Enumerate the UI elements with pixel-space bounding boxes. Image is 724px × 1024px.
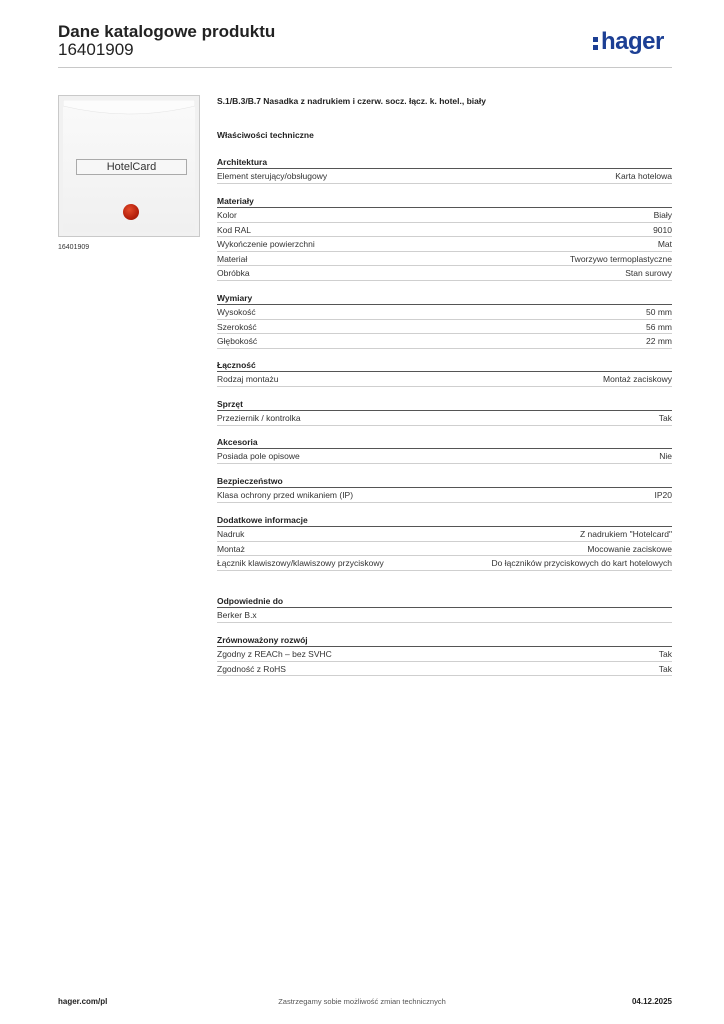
- spec-value: 22 mm: [646, 336, 672, 346]
- hager-logo: [593, 28, 664, 56]
- spec-row: [217, 662, 672, 677]
- spec-row: [217, 305, 672, 320]
- spec-value: Biały: [653, 210, 672, 220]
- spec-label: Łącznik klawiszowy/klawiszowy przyciskowy: [217, 558, 384, 568]
- spec-section: [217, 292, 672, 349]
- spec-value: Tworzywo termoplastyczne: [569, 253, 672, 264]
- spec-label: Kod RAL: [217, 224, 252, 235]
- section-title: Wymiary: [217, 292, 672, 305]
- section-title: Architektura: [217, 156, 672, 169]
- spec-label: Obróbka: [217, 268, 250, 278]
- spec-label: Posiada pole opisowe: [217, 451, 300, 461]
- spec-section: [217, 475, 672, 503]
- spec-row: [217, 208, 672, 223]
- spec-row: [217, 252, 672, 267]
- spec-section: [217, 436, 672, 464]
- spec-label: Materiał: [217, 253, 248, 264]
- product-name: S.1/B.3/B.7 Nasadka z nadrukiem i czerw. socz. łącz. k. hotel., biały: [217, 96, 486, 106]
- spec-label: Rodzaj montażu: [217, 374, 279, 384]
- spec-section: [217, 359, 672, 387]
- spec-section: [217, 156, 672, 184]
- spec-row: [217, 411, 672, 426]
- spec-row: [217, 266, 672, 281]
- spec-section: [217, 514, 672, 571]
- spec-value: Z nadrukiem "Hotelcard": [579, 529, 672, 539]
- section-title: Materiały: [217, 195, 672, 208]
- spec-row: [217, 372, 672, 387]
- spec-row: [217, 647, 672, 662]
- spec-value: Montaż zaciskowy: [603, 374, 672, 384]
- spec-value: Tak: [658, 413, 672, 423]
- spec-value: Tak: [658, 649, 672, 659]
- spec-row: [217, 169, 672, 184]
- spec-label: Berker B.x: [217, 610, 257, 620]
- spec-value: Tak: [658, 663, 672, 674]
- spec-row: [217, 608, 672, 623]
- spec-value: Nie: [659, 451, 672, 461]
- spec-label: Zgodność z RoHS: [217, 663, 286, 674]
- plate-label: HotelCard: [76, 159, 187, 175]
- spec-value: IP20: [654, 490, 672, 500]
- spec-label: Zgodny z REACh – bez SVHC: [217, 649, 332, 659]
- spec-row: [217, 334, 672, 349]
- logo-text: hager: [601, 28, 664, 55]
- footer-notice: Zastrzegamy sobie możliwość zmian technicznych: [278, 997, 446, 1006]
- spec-label: Głębokość: [217, 336, 258, 346]
- plate-arc-icon: [63, 100, 195, 120]
- section-title: Dodatkowe informacje: [217, 514, 672, 527]
- header-divider: [58, 67, 672, 68]
- properties-title: Właściwości techniczne: [217, 130, 314, 140]
- spec-row: [217, 527, 672, 542]
- section-title: Łączność: [217, 359, 672, 372]
- spec-label: Element sterujący/obsługowy: [217, 171, 328, 181]
- spec-value: 9010: [653, 224, 672, 235]
- spec-label: Nadruk: [217, 529, 245, 539]
- spec-row: [217, 542, 672, 557]
- section-title: Bezpieczeństwo: [217, 475, 672, 488]
- spec-value: Karta hotelowa: [615, 171, 672, 181]
- logo-dots-icon: [593, 37, 600, 50]
- spec-label: Wykończenie powierzchni: [217, 239, 315, 249]
- spec-label: Klasa ochrony przed wnikaniem (IP): [217, 490, 354, 500]
- spec-row: [217, 237, 672, 252]
- document-title: Dane katalogowe produktu: [58, 22, 276, 41]
- spec-label: Szerokość: [217, 321, 257, 332]
- spec-value: Mat: [657, 239, 672, 249]
- spec-row: [217, 320, 672, 335]
- footer-date: 04.12.2025: [631, 997, 672, 1006]
- spec-value: Mocowanie zaciskowe: [587, 543, 672, 554]
- spec-value: 56 mm: [646, 321, 672, 332]
- spec-label: Przeziernik / kontrolka: [217, 413, 301, 423]
- section-title: Zrównoważony rozwój: [217, 634, 672, 647]
- footer-website[interactable]: hager.com/pl: [58, 997, 108, 1006]
- spec-label: Montaż: [217, 543, 245, 554]
- section-title: Sprzęt: [217, 398, 672, 411]
- spec-section: [217, 398, 672, 426]
- spec-value: Stan surowy: [625, 268, 672, 278]
- section-title: Odpowiednie do: [217, 595, 672, 608]
- spec-value: Do łączników przyciskowych do kart hotelowych: [491, 558, 672, 568]
- image-caption: 16401909: [58, 244, 90, 251]
- spec-row: [217, 223, 672, 238]
- spec-label: Wysokość: [217, 307, 256, 317]
- section-title: Akcesoria: [217, 436, 672, 449]
- spec-value: 50 mm: [646, 307, 672, 317]
- product-image: [58, 95, 200, 237]
- spec-row: [217, 488, 672, 503]
- spec-label: Kolor: [217, 210, 237, 220]
- spec-section: [217, 195, 672, 281]
- cover-plate: [63, 100, 195, 232]
- spec-row: [217, 556, 672, 571]
- spec-row: [217, 449, 672, 464]
- product-number: 16401909: [58, 40, 134, 59]
- spec-section: [217, 595, 672, 623]
- spec-section: [217, 634, 672, 676]
- red-lens-icon: [123, 204, 139, 220]
